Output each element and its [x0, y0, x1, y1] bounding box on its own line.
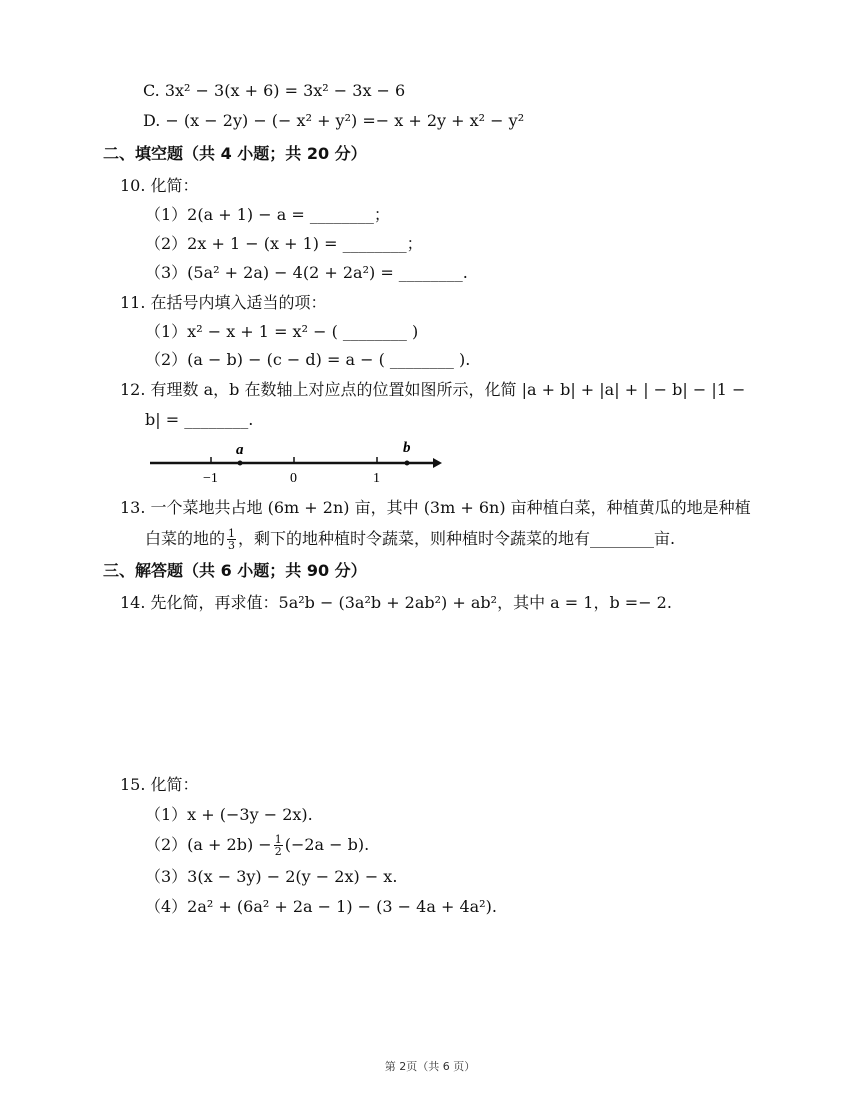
tick-label-neg1: −1	[203, 471, 218, 484]
question-13-text-post: ，剩下的地种植时令蔬菜，则种植时令蔬菜的地有________亩.	[238, 529, 676, 548]
number-line-figure	[145, 438, 445, 484]
question-11-part-2: （2）(a − b) − (c − d) = a − ( ________ ).	[145, 350, 471, 369]
question-11-part-1: （1）x² − x + 1 = x² − ( ________ )	[145, 322, 419, 341]
question-15: 15. 化简：	[120, 775, 199, 794]
question-13-line-1: 13. 一个菜地共占地 (6m + 2n) 亩，其中 (3m + 6n) 亩种植白菜，种植黄瓜的地是种植	[120, 498, 751, 517]
question-15-part-2-pre: （2）(a + 2b) −	[145, 835, 272, 854]
point-b	[405, 461, 410, 466]
question-10-part-2: （2）2x + 1 − (x + 1) = ________；	[145, 234, 423, 253]
question-10: 10. 化简：	[120, 176, 199, 195]
tick-label-1: 1	[373, 471, 380, 484]
number-line-arrow-icon	[433, 458, 442, 468]
question-15-part-2	[145, 834, 369, 857]
fraction-denominator: 2	[274, 845, 282, 858]
section-2-heading: 二、填空题（共 4 小题；共 20 分）	[103, 144, 367, 163]
option-c: C. 3x² − 3(x + 6) = 3x² − 3x − 6	[143, 81, 406, 100]
question-13-line-2	[145, 528, 675, 551]
question-12-line-2: b| = ________.	[145, 410, 254, 429]
question-10-part-1: （1）2(a + 1) − a = ________；	[145, 205, 390, 224]
fraction-numerator: 1	[228, 527, 236, 540]
question-10-part-3: （3）(5a² + 2a) − 4(2 + 2a²) = ________.	[145, 263, 468, 282]
fraction-one-third	[227, 528, 236, 551]
label-a: a	[236, 442, 244, 458]
question-15-part-3: （3）3(x − 3y) − 2(y − 2x) − x.	[145, 867, 398, 886]
question-15-part-2-post: (−2a − b).	[284, 835, 370, 854]
question-11: 11. 在括号内填入适当的项：	[120, 293, 327, 312]
question-13-text-pre: 白菜的地的	[145, 529, 226, 548]
question-12-line-1: 12. 有理数 a，b 在数轴上对应点的位置如图所示，化简 |a + b| + |a| + | − b| − |1 −	[120, 380, 746, 399]
label-b: b	[403, 440, 411, 456]
point-a	[238, 461, 243, 466]
fraction-denominator: 3	[228, 539, 236, 552]
question-14: 14. 先化简，再求值：5a²b − (3a²b + 2ab²) + ab²，其中 a = 1，b =− 2.	[120, 593, 672, 612]
tick-label-0: 0	[290, 471, 297, 484]
question-15-part-1: （1）x + (−3y − 2x).	[145, 805, 313, 824]
section-3-heading: 三、解答题（共 6 小题；共 90 分）	[103, 561, 367, 580]
fraction-one-half	[274, 834, 283, 857]
page-footer: 第 2页（共 6 页）	[384, 1060, 476, 1073]
fraction-numerator: 1	[274, 833, 282, 846]
option-d: D. − (x − 2y) − (− x² + y²) =− x + 2y + x² − y²	[143, 111, 525, 130]
question-15-part-4: （4）2a² + (6a² + 2a − 1) − (3 − 4a + 4a²).	[145, 897, 497, 916]
